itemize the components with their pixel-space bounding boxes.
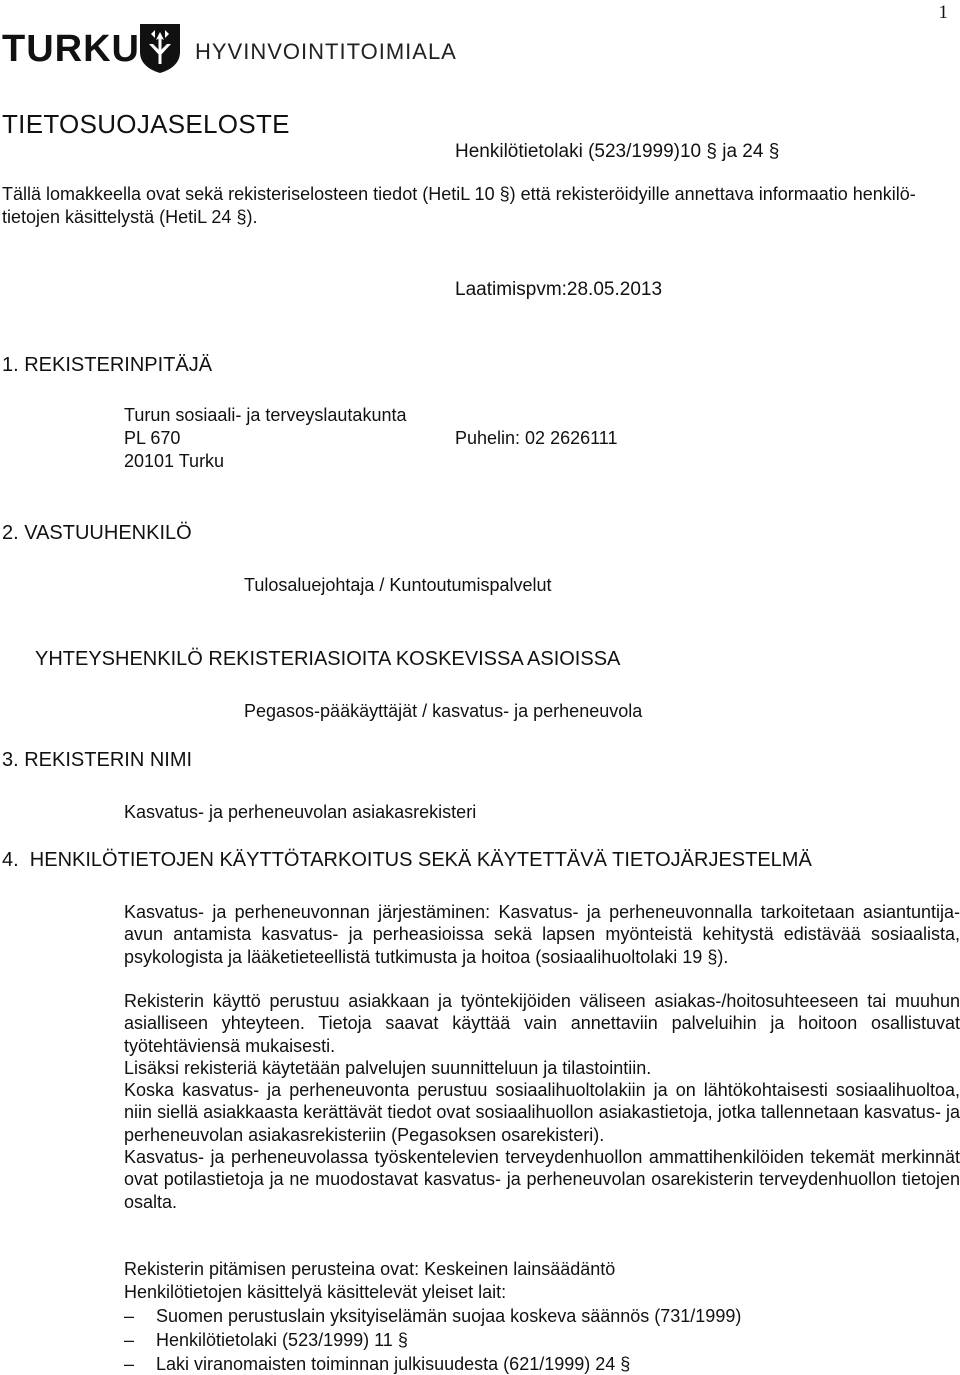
controller-address-1: PL 670 — [124, 428, 181, 448]
register-name: Kasvatus- ja perheneuvolan asiakasrekisteri — [124, 802, 477, 822]
purpose-paragraph-2: Rekisterin käyttö perustuu asiakkaan ja työntekijöiden väliseen asiakas-/hoitosuhteeseen tai muuhun asialliseen yhteyteen. Tietoja saavat käyttää vain annettaviin palveluihin ja hoitoon osallistuvat työtehtäviensä mukaisesti. — [124, 991, 960, 1056]
law-item-text: Laki viranomaisten toiminnan julkisuudesta (621/1999) 24 § — [156, 1354, 631, 1374]
law-reference: Henkilötietolaki (523/1999)10 § ja 24 § — [455, 141, 780, 162]
law-item-text: Henkilötietolaki (523/1999) 11 § — [156, 1330, 408, 1350]
section-2-heading: 2. VASTUUHENKILÖ — [2, 522, 192, 544]
basis-line: Rekisterin pitämisen perusteina ovat: Keskeinen lainsäädäntö — [124, 1259, 616, 1279]
law-item-text: Suomen perustuslain yksityiselämän suojaa koskeva säännös (731/1999) — [156, 1306, 742, 1326]
laws-intro: Henkilötietojen käsittelyä käsittelevät yleiset lait: — [124, 1282, 507, 1302]
section-4-heading: 4. HENKILÖTIETOJEN KÄYTTÖTARKOITUS SEKÄ KÄYTETTÄVÄ TIETOJÄRJESTELMÄ — [2, 849, 812, 871]
law-list-item — [124, 1305, 741, 1327]
purpose-paragraph-4: Koska kasvatus- ja perheneuvonta perustuu sosiaalihuoltolakiin ja on lähtökohtaisesti sosiaalihuoltoa, niin siellä asiakkaasta kerättävät tiedot ovat sosiaalihuollon asiakastietoja, jotka tallennetaan kasvatus- ja perheneuvolan asiakasrekisteriin (Pegasoksen osarekisteri). — [124, 1080, 960, 1145]
dash-bullet: – — [124, 1354, 135, 1374]
dash-bullet: – — [124, 1330, 135, 1350]
law-list-item — [124, 1353, 630, 1375]
logo-subtitle: HYVINVOINTITOIMIALA — [195, 39, 457, 64]
dash-bullet: – — [124, 1306, 135, 1326]
law-list-item — [124, 1329, 408, 1351]
contact-heading: YHTEYSHENKILÖ REKISTERIASIOITA KOSKEVISSA ASIOISSA — [35, 648, 621, 670]
purpose-paragraph-1: Kasvatus- ja perheneuvonnan järjestäminen: Kasvatus- ja perheneuvonnalla tarkoitetaan asiantuntija-avun antamista kasvatus- ja perheasioissa sekä lapsen myönteistä kehitystä edistävää sosiaalista, psykologista ja lääketieteellistä tutkimusta ja hoitoa (sosiaalihuoltolaki 19 §). — [124, 902, 960, 967]
controller-phone: Puhelin: 02 2626111 — [455, 428, 618, 448]
logo-wordmark: TURKU — [2, 28, 140, 70]
page-number: 1 — [938, 2, 948, 23]
intro-line-2: tietojen käsittelystä (HetiL 24 §). — [2, 207, 258, 227]
turku-crest-icon — [137, 22, 183, 74]
purpose-paragraph-3: Lisäksi rekisteriä käytetään palvelujen suunnitteluun ja tilastointiin. — [124, 1058, 652, 1078]
controller-org: Turun sosiaali- ja terveyslautakunta — [124, 405, 407, 425]
contact-person: Pegasos-pääkäyttäjät / kasvatus- ja perheneuvola — [244, 701, 643, 721]
section-3-heading: 3. REKISTERIN NIMI — [2, 749, 193, 771]
date-line: Laatimispvm:28.05.2013 — [455, 279, 663, 300]
controller-address-2: 20101 Turku — [124, 451, 225, 471]
responsible-person: Tulosaluejohtaja / Kuntoutumispalvelut — [244, 575, 552, 595]
section-1-heading: 1. REKISTERINPITÄJÄ — [2, 354, 213, 376]
document-title: TIETOSUOJASELOSTE — [2, 109, 290, 139]
purpose-paragraph-5: Kasvatus- ja perheneuvolassa työskentelevien terveydenhuollon ammattihenkilöiden tekemät merkinnät ovat potilastietoja ja ne muodostavat kasvatus- ja perheneuvolan osarekisterin terveydenhuollon tietojen osalta. — [124, 1147, 960, 1212]
intro-line-1: Tällä lomakkeella ovat sekä rekisteriselosteen tiedot (HetiL 10 §) että rekisteröidyille annettava informaatio henkilö- — [2, 184, 916, 204]
